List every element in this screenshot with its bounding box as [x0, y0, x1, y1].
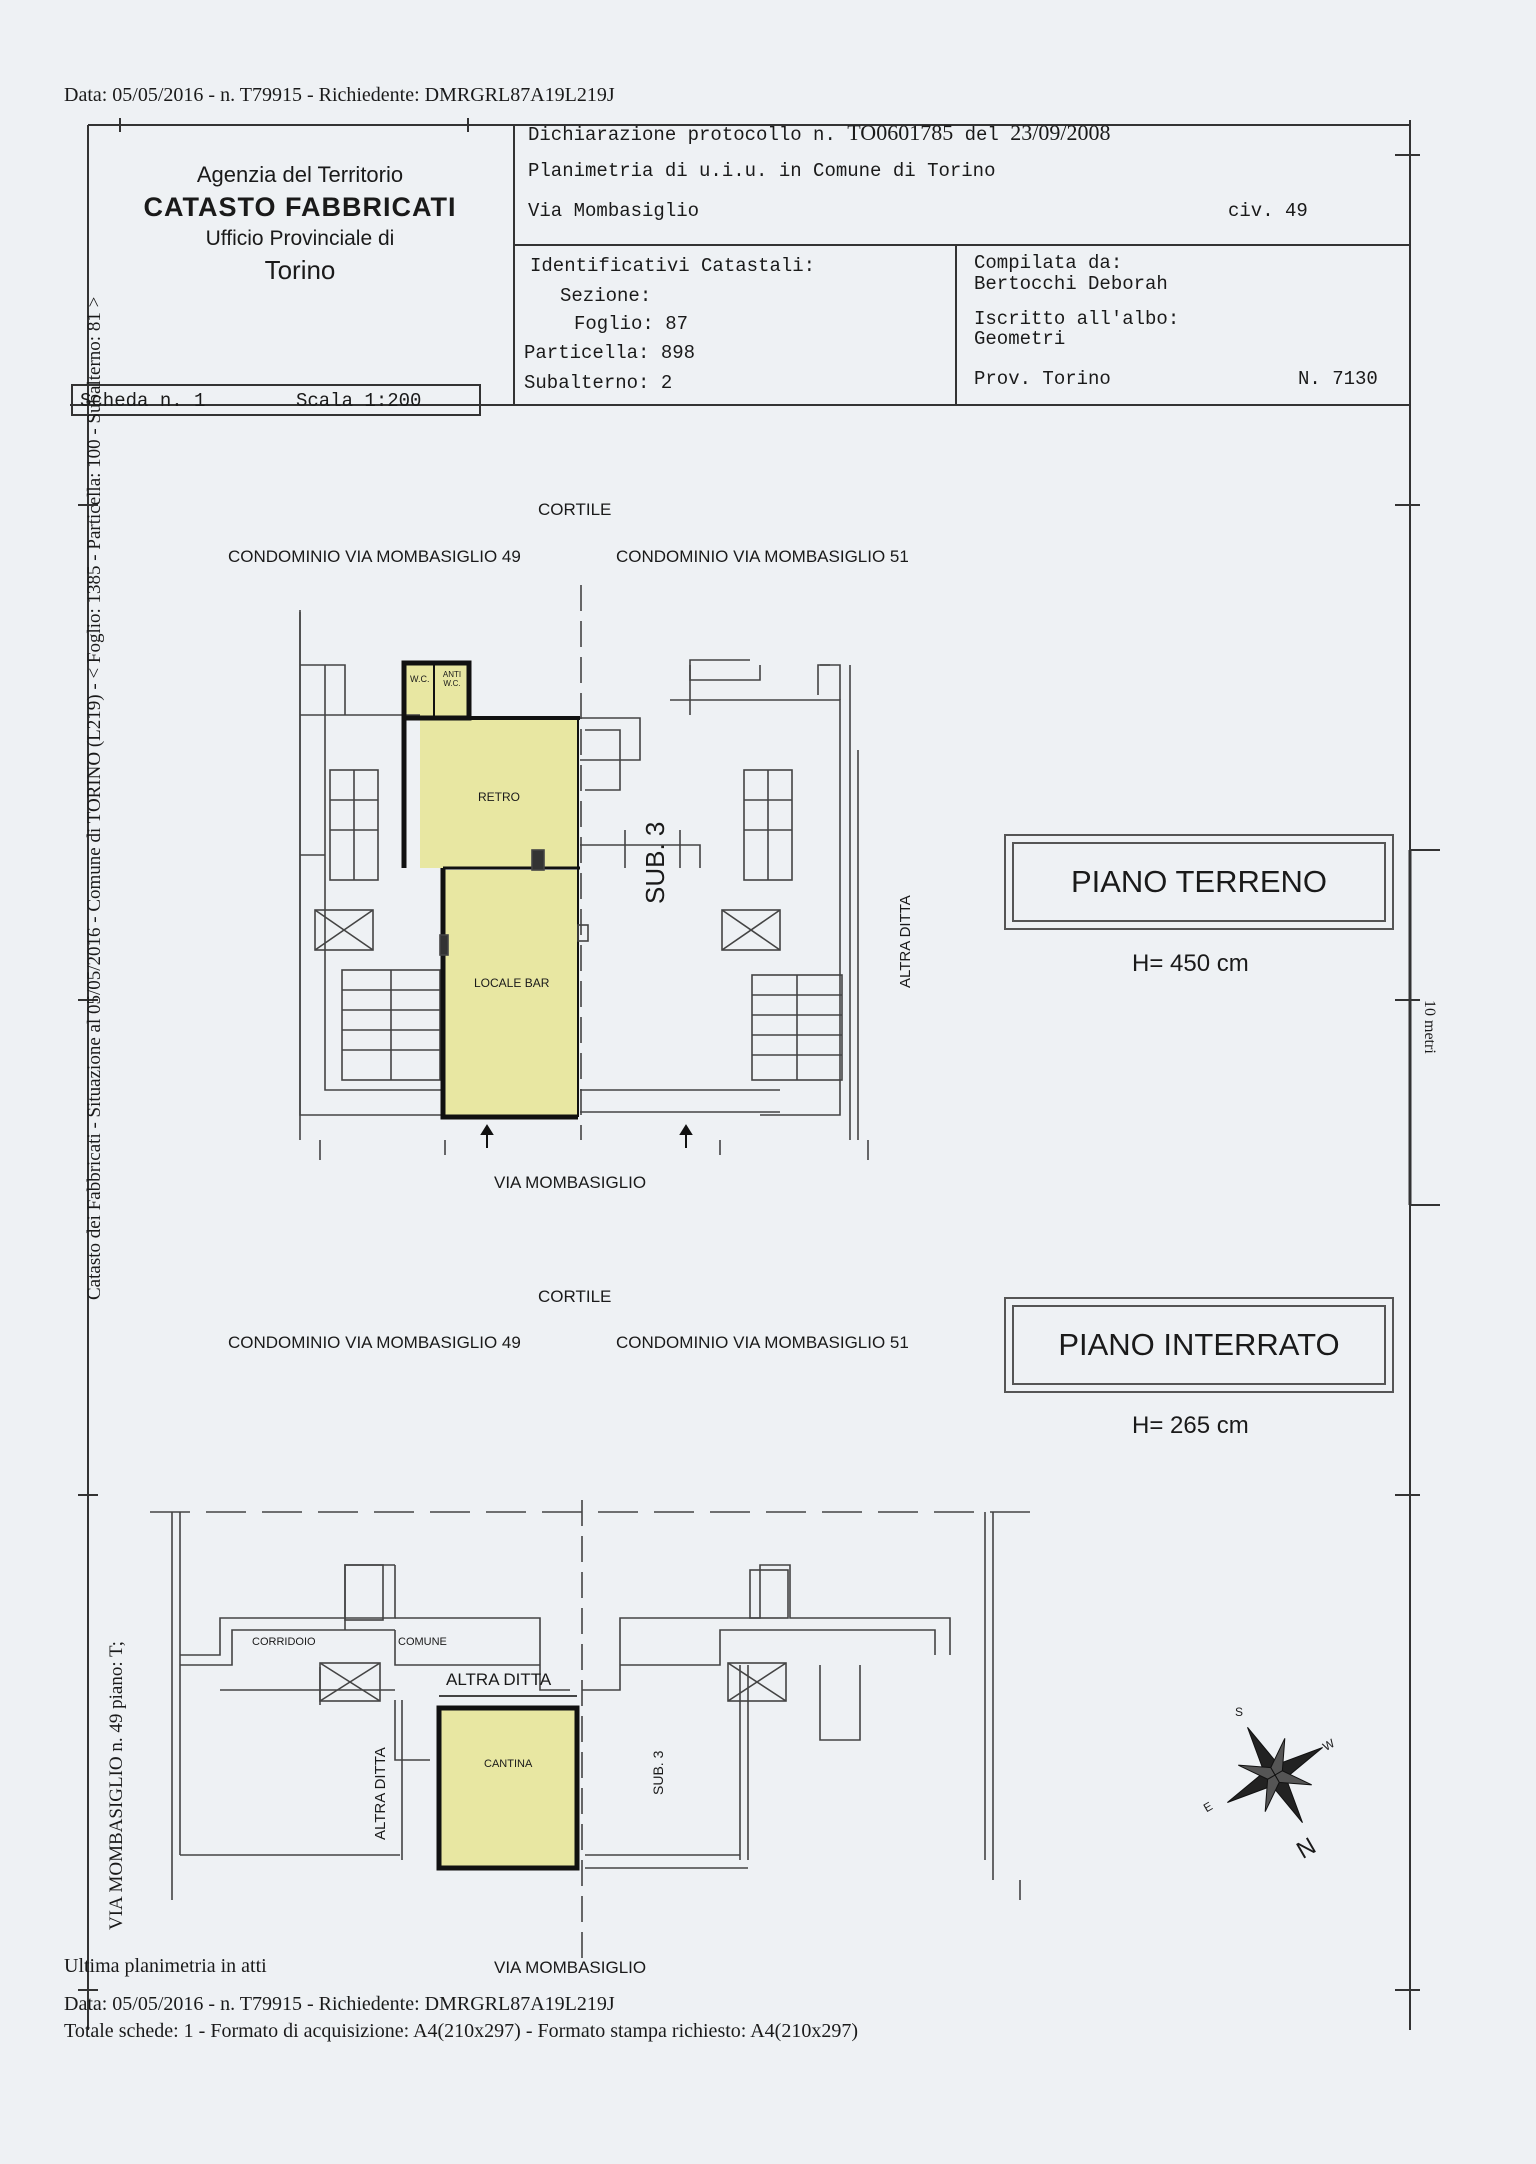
bs-cortile: CORTILE: [538, 1287, 612, 1306]
civ-number: civ. 49: [1228, 200, 1308, 222]
gf-altra-ditta: ALTRA DITTA: [897, 895, 914, 988]
identifiers-title: Identificativi Catastali:: [530, 255, 816, 277]
gf-anti-wc: ANTI W.C.: [442, 670, 462, 688]
basement-height: H= 265 cm: [1132, 1412, 1249, 1439]
foglio-row: [574, 313, 688, 335]
compass-s: S: [1235, 1705, 1244, 1719]
sezione-label: Sezione:: [560, 285, 652, 307]
basement-title: PIANO INTERRATO: [1012, 1305, 1386, 1385]
ufficio-label: Ufficio Provinciale di: [205, 227, 395, 250]
bs-comune: COMUNE: [398, 1636, 447, 1648]
catasto-title: CATASTO FABBRICATI: [143, 192, 457, 222]
bs-corridoio: CORRIDOIO: [252, 1636, 316, 1648]
prov-label: Prov. Torino: [974, 368, 1111, 390]
side-note: Catasto dei Fabbricati - Situazione al 05/05/2016 - Comune di TORINO (L219) - < Foglio: 1385 - Particella: 100 - Subalterno: 81 >: [84, 296, 105, 1300]
gf-left-building: CONDOMINIO VIA MOMBASIGLIO 49: [228, 547, 521, 566]
protocol-line: [528, 120, 1110, 146]
ground-floor-plan: [300, 585, 868, 1160]
bs-left-building: CONDOMINIO VIA MOMBASIGLIO 49: [228, 1333, 521, 1352]
subalterno-value: 2: [660, 372, 673, 394]
bs-altra-ditta-top: ALTRA DITTA: [446, 1670, 552, 1689]
protocol-number: TO0601785: [847, 120, 954, 145]
bs-right-building: CONDOMINIO VIA MOMBASIGLIO 51: [616, 1333, 909, 1352]
ground-floor-title: PIANO TERRENO: [1012, 842, 1386, 922]
protocol-date: 23/09/2008: [1010, 120, 1111, 145]
scheda-number: Scheda n. 1: [80, 390, 206, 412]
footer-request-line: Data: 05/05/2016 - n. T79915 - Richiedente: DMRGRL87A19L219J: [64, 1993, 615, 2015]
bs-sub3: SUB. 3: [650, 1750, 666, 1795]
subalterno-label: Subalterno:: [524, 372, 650, 394]
particella-label: Particella:: [524, 342, 650, 364]
compiler-name: Bertocchi Deborah: [974, 273, 1168, 295]
particella-value: 898: [660, 342, 696, 364]
street-line: Via Mombasiglio: [528, 200, 700, 222]
particella-row: [524, 342, 695, 364]
gf-sub3: SUB. 3: [640, 821, 670, 904]
city-name: Torino: [264, 255, 336, 285]
bs-street: VIA MOMBASIGLIO: [494, 1958, 647, 1977]
compass-w: W: [1320, 1736, 1338, 1754]
protocol-label: Dichiarazione protocollo n.: [528, 124, 836, 146]
footer-totale: Totale schede: 1 - Formato di acquisizione: A4(210x297) - Formato stampa richiesto: A4(210x297): [64, 2020, 858, 2042]
albo-value: Geometri: [974, 328, 1066, 350]
ground-floor-title-box: [1004, 834, 1394, 930]
compass-e: E: [1201, 1798, 1215, 1816]
scale-bar-label: 10 metri: [1421, 1000, 1438, 1054]
foglio-value: 87: [665, 313, 689, 335]
compilata-label: Compilata da:: [974, 252, 1123, 274]
subalterno-row: [524, 372, 672, 394]
compass-n: N: [1292, 1832, 1321, 1865]
planimetria-line: Planimetria di u.i.u. in Comune di Torino: [528, 160, 996, 182]
foglio-label: Foglio:: [574, 313, 654, 335]
albo-number: N. 7130: [1298, 368, 1378, 390]
agency-name: Agenzia del Territorio: [196, 162, 404, 187]
gf-right-building: CONDOMINIO VIA MOMBASIGLIO 51: [616, 547, 909, 566]
compass-rose: [1223, 1723, 1326, 1826]
side-note-2: VIA MOMBASIGLIO n. 49 piano: T;: [106, 1641, 127, 1930]
scala-label: Scala 1:200: [296, 390, 422, 412]
request-line: Data: 05/05/2016 - n. T79915 - Richiedente: DMRGRL87A19L219J: [64, 84, 615, 106]
gf-wc: W.C.: [410, 674, 430, 684]
bs-cantina: CANTINA: [484, 1758, 533, 1770]
gf-cortile: CORTILE: [538, 500, 612, 519]
albo-label: Iscritto all'albo:: [974, 308, 1180, 330]
office-block: [110, 162, 490, 286]
ultima-label: Ultima planimetria in atti: [64, 1955, 267, 1977]
gf-locale-bar: LOCALE BAR: [474, 976, 550, 990]
date-label: del: [964, 124, 999, 146]
gf-street: VIA MOMBASIGLIO: [494, 1173, 647, 1192]
bs-altra-ditta-side: ALTRA DITTA: [372, 1747, 389, 1840]
basement-title-box: [1004, 1297, 1394, 1393]
gf-retro: RETRO: [478, 790, 520, 804]
basement-plan: [150, 1500, 1030, 1960]
ground-floor-height: H= 450 cm: [1132, 950, 1249, 977]
